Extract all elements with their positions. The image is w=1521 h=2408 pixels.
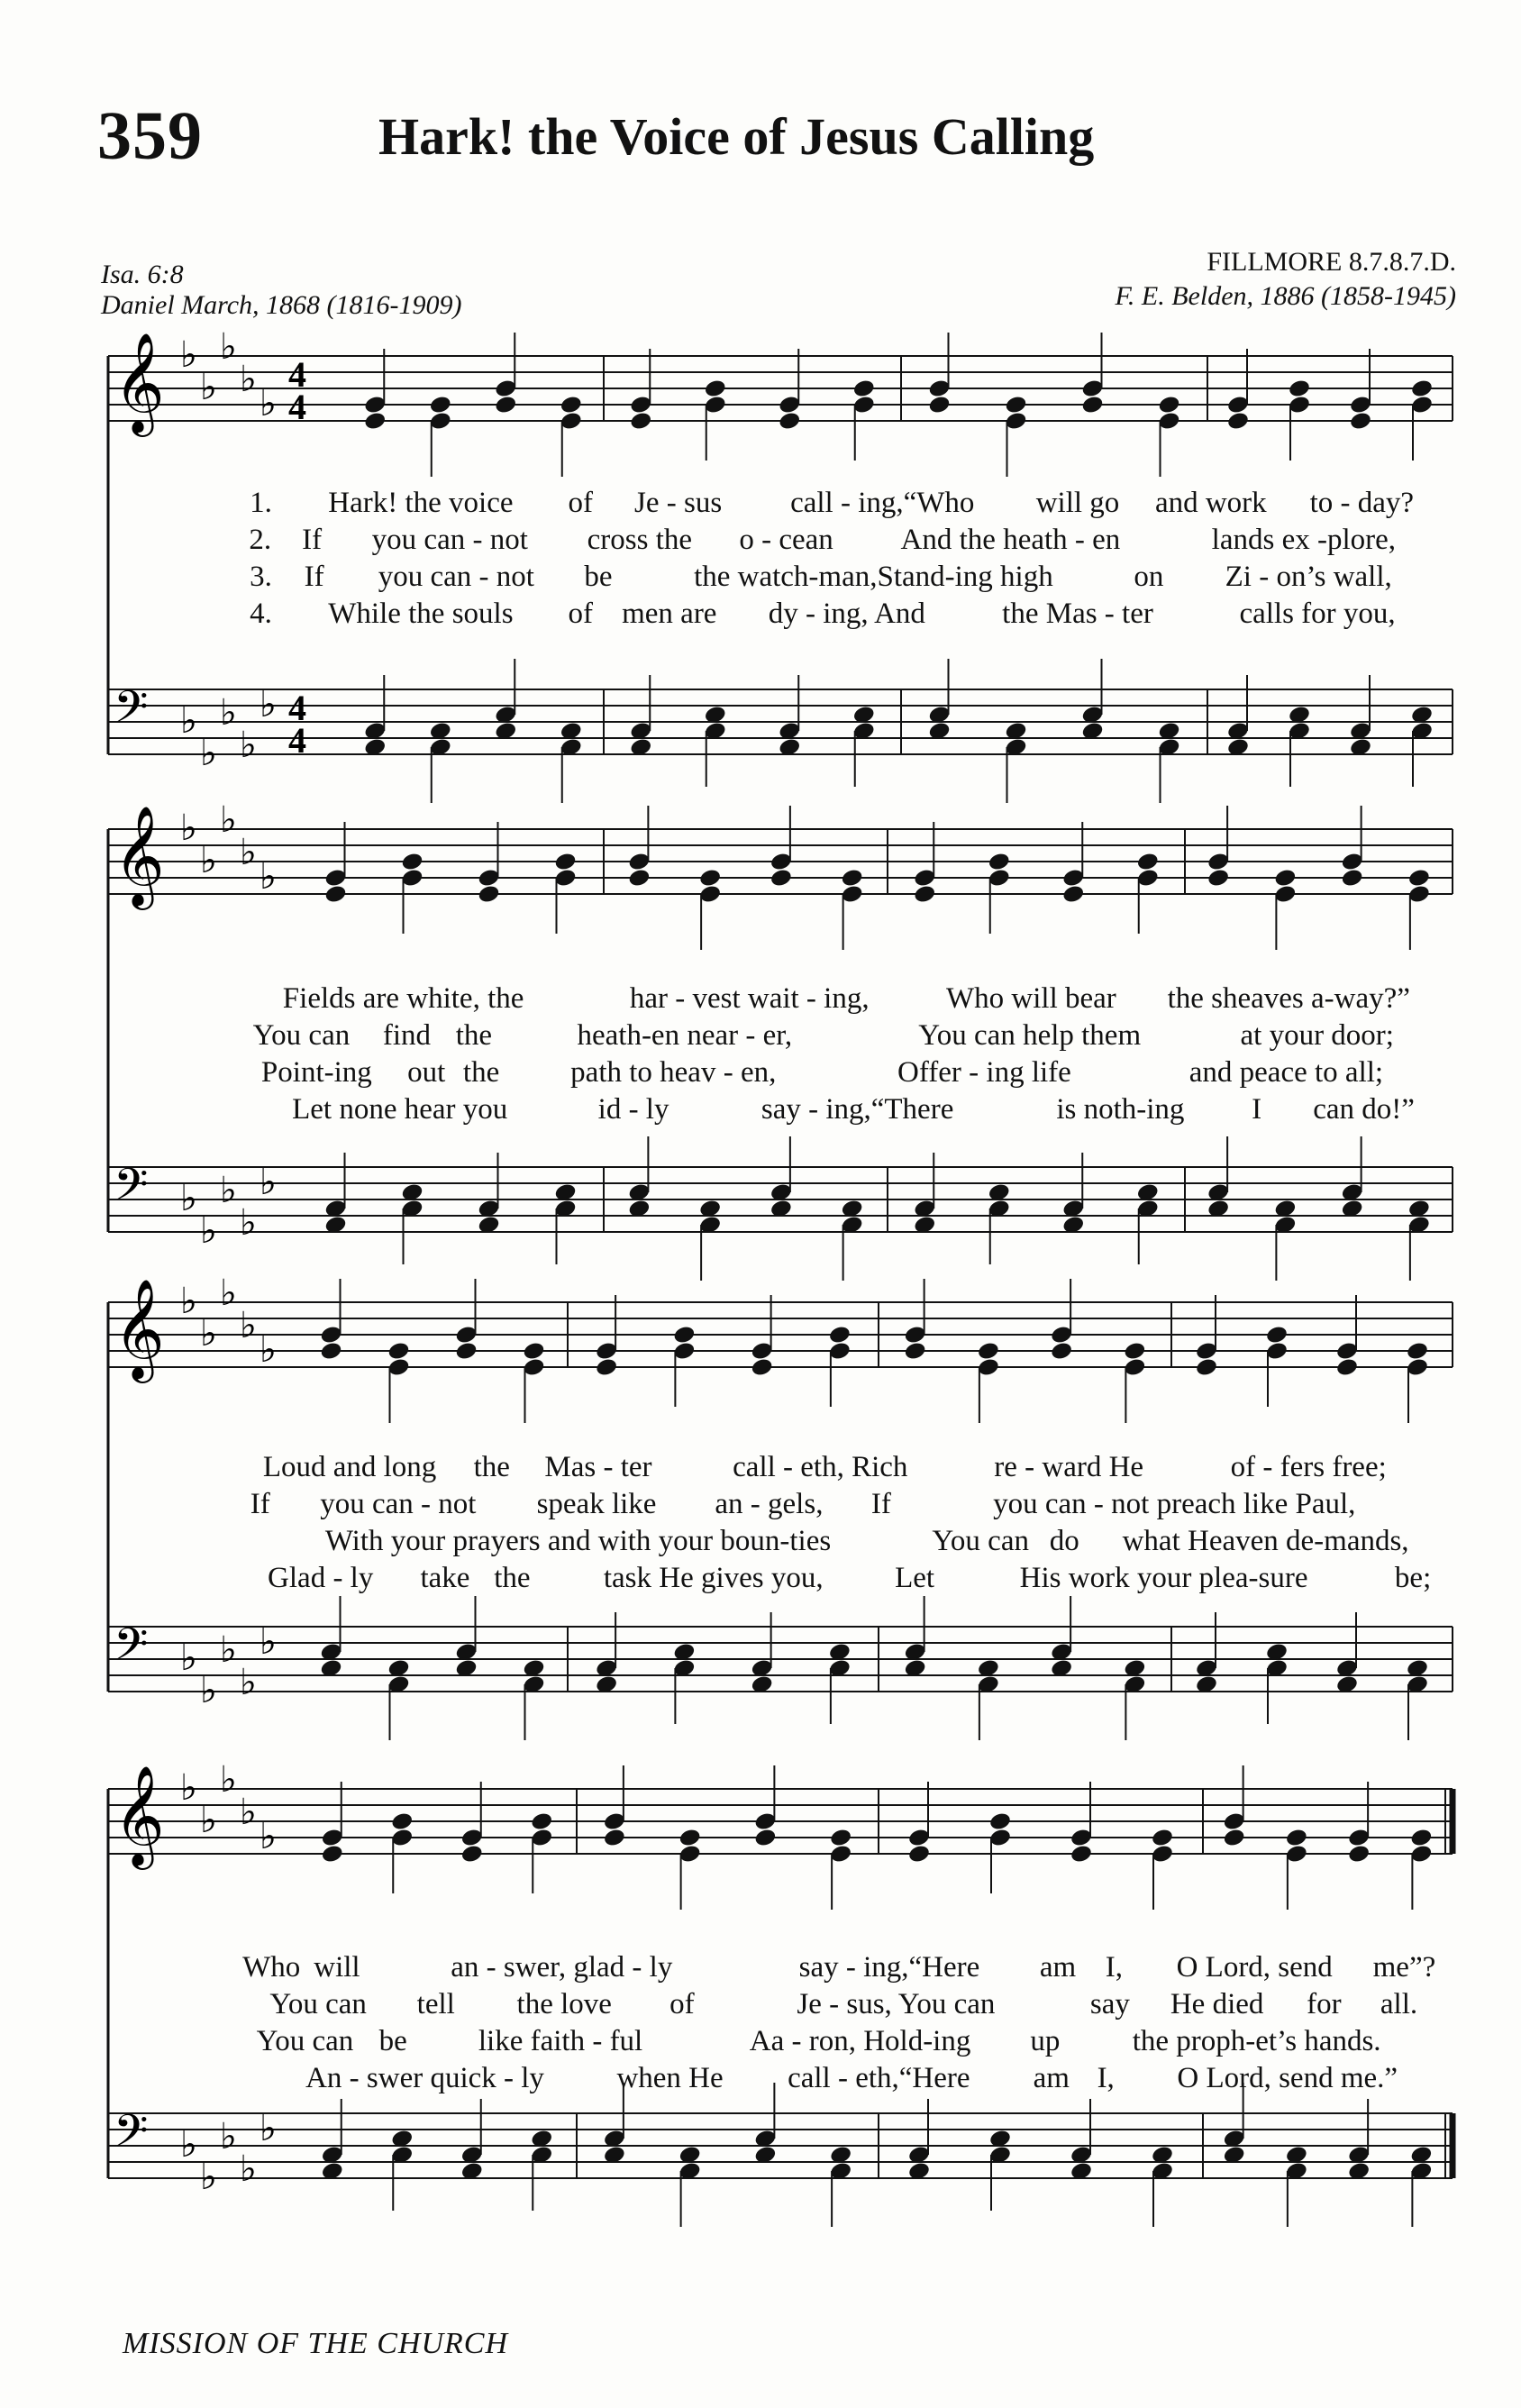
verse-number: 1.: [250, 487, 272, 519]
flat-sign: ♭: [200, 2157, 217, 2198]
note-head: [1061, 884, 1085, 905]
flat-sign: ♭: [260, 1621, 277, 1663]
note-head: [323, 884, 347, 905]
lyric-syllable: all.: [1380, 1988, 1418, 2020]
lyric-syllable: O Lord, send: [1176, 1951, 1333, 1984]
flat-sign: ♭: [220, 692, 237, 734]
lyric-line: [0, 1488, 1521, 1524]
lyric-line: [0, 1019, 1521, 1055]
lyric-syllable: can do!”: [1313, 1093, 1415, 1126]
lyric-syllable: the watch-man,Stand-ing high: [694, 561, 1053, 593]
flat-sign: ♭: [180, 807, 197, 849]
note-head: [1410, 379, 1434, 399]
lyric-syllable: you can - not: [371, 524, 528, 556]
flat-sign: ♭: [200, 1313, 217, 1354]
lyric-syllable: be: [378, 2025, 407, 2057]
flat-sign: ♭: [240, 832, 257, 873]
treble-clef: 𝄞: [114, 1765, 165, 1865]
lyric-syllable: tell: [416, 1988, 455, 2020]
note-head: [753, 1828, 777, 1848]
lyric-syllable: I,: [1097, 2062, 1115, 2094]
text-author: Daniel March, 1868 (1816-1909): [101, 290, 462, 320]
time-signature: 4: [288, 354, 306, 395]
lyric-syllable: You can: [932, 1525, 1029, 1557]
note-head: [679, 1828, 702, 1848]
lyric-syllable: will go: [1035, 487, 1120, 519]
note-head: [319, 1341, 342, 1362]
note-head: [1349, 411, 1372, 432]
lyric-syllable: You can help them: [918, 1019, 1142, 1052]
lyric-syllable: and peace to all;: [1189, 1056, 1384, 1089]
verse-number: 4.: [250, 597, 272, 630]
note-head: [751, 1357, 774, 1378]
note-head: [1004, 395, 1027, 415]
lyric-syllable: is noth-ing: [1056, 1093, 1185, 1126]
lyric-syllable: If: [304, 561, 324, 593]
note-head: [841, 868, 864, 889]
lyric-syllable: Offer - ing life: [897, 1056, 1071, 1089]
lyric-syllable: lands ex -plore,: [1211, 524, 1397, 556]
note-head: [1273, 868, 1297, 889]
lyric-syllable: O Lord, send me.”: [1177, 2062, 1398, 2094]
note-head: [390, 1811, 414, 1832]
lyric-syllable: And the heath - en: [900, 524, 1121, 556]
treble-clef: 𝄞: [114, 332, 165, 433]
lyric-syllable: o - cean: [739, 524, 833, 556]
note-head: [828, 1325, 852, 1345]
note-head: [698, 868, 722, 889]
lyric-syllable: Glad - ly: [268, 1562, 374, 1594]
verse-number: 2.: [249, 524, 272, 556]
flat-sign: ♭: [240, 2148, 257, 2190]
lyric-syllable: Mas - ter: [544, 1451, 652, 1483]
note-head: [522, 1341, 545, 1362]
lyric-syllable: task He gives you,: [603, 1562, 824, 1594]
flat-sign: ♭: [180, 1178, 197, 1219]
note-head: [477, 884, 500, 905]
note-head: [1409, 1828, 1433, 1848]
lyric-syllable: am: [1039, 1951, 1077, 1984]
flat-sign: ♭: [240, 359, 257, 400]
lyric-syllable: be: [584, 561, 613, 593]
flat-sign: ♭: [220, 1170, 237, 1211]
note-head: [627, 868, 651, 889]
flat-sign: ♭: [220, 799, 237, 841]
lyric-syllable: when He: [616, 2062, 724, 2094]
lyric-syllable: do: [1049, 1525, 1079, 1557]
lyric-syllable: He died: [1170, 1988, 1264, 2020]
lyric-syllable: call - eth,“Here: [788, 2062, 970, 2094]
lyric-syllable: With your prayers and with your boun-ties: [324, 1525, 832, 1557]
flat-sign: ♭: [260, 1329, 277, 1371]
note-head: [988, 1811, 1012, 1832]
lyric-syllable: I: [1252, 1093, 1262, 1126]
lyric-line: [0, 2062, 1521, 2098]
lyric-syllable: for: [1307, 1988, 1342, 2020]
note-head: [778, 411, 801, 432]
flat-sign: ♭: [200, 733, 217, 774]
note-head: [927, 395, 951, 415]
lyric-syllable: the: [462, 1056, 500, 1089]
lyric-syllable: id - ly: [597, 1093, 669, 1126]
lyric-line: [0, 524, 1521, 560]
lyric-syllable: you can - not: [378, 561, 534, 593]
hymn-title: Hark! the Voice of Jesus Calling: [378, 107, 1095, 166]
lyric-syllable: Let: [895, 1562, 935, 1594]
lyric-line: [0, 597, 1521, 634]
flat-sign: ♭: [180, 1281, 197, 1322]
note-head: [913, 884, 936, 905]
lyric-syllable: call - ing,“Who: [790, 487, 975, 519]
lyric-syllable: of: [568, 597, 593, 630]
note-head: [770, 868, 793, 889]
lyric-syllable: the love: [516, 1988, 612, 2020]
note-head: [629, 411, 652, 432]
lyric-syllable: the Mas - ter: [1002, 597, 1153, 630]
flat-sign: ♭: [200, 1670, 217, 1711]
lyric-syllable: Point-ing: [260, 1056, 372, 1089]
lyric-syllable: say: [1089, 1988, 1130, 2020]
lyric-syllable: You can: [252, 1019, 351, 1052]
flat-sign: ♭: [180, 2124, 197, 2166]
flat-sign: ♭: [260, 1162, 277, 1203]
note-head: [429, 395, 452, 415]
lyric-line: [0, 1056, 1521, 1092]
note-head: [400, 852, 424, 872]
bass-clef: 𝄢: [114, 681, 149, 744]
note-head: [363, 411, 387, 432]
note-head: [852, 379, 876, 399]
treble-clef: 𝄞: [114, 805, 165, 906]
note-head: [1406, 1341, 1429, 1362]
lyric-syllable: to - day?: [1309, 487, 1415, 519]
note-head: [460, 1844, 484, 1865]
lyric-syllable: of: [568, 487, 593, 519]
note-head: [1050, 1341, 1073, 1362]
lyric-line: [0, 1562, 1521, 1598]
note-head: [1226, 411, 1250, 432]
note-head: [1123, 1341, 1146, 1362]
lyric-syllable: re - ward He: [994, 1451, 1144, 1483]
lyric-syllable: speak like: [536, 1488, 657, 1520]
flat-sign: ♭: [260, 1816, 277, 1857]
time-signature: 4: [288, 688, 306, 728]
note-head: [1341, 868, 1364, 889]
flat-sign: ♭: [220, 2116, 237, 2157]
lyric-syllable: me”?: [1372, 1951, 1436, 1984]
lyric-line: [0, 982, 1521, 1018]
lyric-syllable: calls for you,: [1239, 597, 1396, 630]
note-head: [907, 1844, 931, 1865]
lyric-line: [0, 1525, 1521, 1561]
lyric-syllable: Je - sus, You can: [797, 1988, 996, 2020]
flat-sign: ♭: [240, 1202, 257, 1244]
tune-composer: F. E. Belden, 1886 (1858-1945): [1115, 281, 1456, 311]
flat-sign: ♭: [240, 1792, 257, 1833]
lyric-syllable: say - ing,“There: [760, 1093, 954, 1126]
lyric-syllable: the: [494, 1562, 531, 1594]
lyric-syllable: If: [302, 524, 323, 556]
note-head: [494, 395, 517, 415]
lyric-syllable: Fields are white, the: [282, 982, 524, 1015]
note-head: [1136, 852, 1160, 872]
note-head: [530, 1811, 553, 1832]
lyric-syllable: what Heaven de-mands,: [1122, 1525, 1409, 1557]
lyric-syllable: on: [1134, 561, 1164, 593]
lyric-syllable: You can: [256, 2025, 354, 2057]
flat-sign: ♭: [200, 1800, 217, 1841]
lyric-syllable: har - vest wait - ing,: [629, 982, 870, 1015]
lyric-syllable: call - eth, Rich: [733, 1451, 908, 1483]
note-head: [603, 1828, 626, 1848]
lyric-line: [0, 2025, 1521, 2061]
lyric-syllable: am: [1033, 2062, 1070, 2094]
scripture-reference: Isa. 6:8: [101, 260, 184, 289]
section-footer: MISSION OF THE CHURCH: [123, 2327, 509, 2360]
note-head: [672, 1325, 696, 1345]
lyric-syllable: like faith - ful: [478, 2025, 643, 2057]
lyric-syllable: Let none hear you: [292, 1093, 508, 1126]
note-head: [454, 1341, 478, 1362]
lyric-syllable: dy - ing, And: [768, 597, 925, 630]
lyric-syllable: the: [455, 1019, 493, 1052]
lyric-syllable: men are: [622, 597, 717, 630]
note-head: [321, 1844, 344, 1865]
flat-sign: ♭: [200, 1210, 217, 1252]
note-head: [1151, 1828, 1174, 1848]
note-head: [1288, 379, 1311, 399]
flat-sign: ♭: [260, 2108, 277, 2149]
lyric-syllable: heath-en near - er,: [577, 1019, 793, 1052]
note-head: [553, 852, 577, 872]
lyric-syllable: at your door;: [1240, 1019, 1394, 1052]
flat-sign: ♭: [200, 840, 217, 881]
lyric-syllable: path to heav - en,: [570, 1056, 777, 1089]
lyric-syllable: If: [250, 1488, 270, 1520]
note-head: [904, 1341, 927, 1362]
lyric-line: [0, 561, 1521, 597]
note-head: [1195, 1357, 1218, 1378]
lyric-syllable: An - swer quick - ly: [305, 2062, 544, 2094]
flat-sign: ♭: [220, 1629, 237, 1671]
note-head: [1080, 395, 1104, 415]
lyric-syllable: up: [1030, 2025, 1061, 2057]
lyric-syllable: cross the: [587, 524, 693, 556]
flat-sign: ♭: [180, 1767, 197, 1809]
lyric-syllable: Je - sus: [634, 487, 723, 519]
bass-clef: 𝄢: [114, 1619, 149, 1682]
flat-sign: ♭: [180, 700, 197, 742]
lyric-syllable: Zi - on’s wall,: [1225, 561, 1392, 593]
hymn-number: 359: [97, 98, 203, 174]
flat-sign: ♭: [180, 334, 197, 376]
note-head: [1070, 1844, 1093, 1865]
flat-sign: ♭: [240, 725, 257, 766]
lyric-syllable: you can - not preach like Paul,: [993, 1488, 1356, 1520]
treble-clef: 𝄞: [114, 1278, 165, 1379]
flat-sign: ♭: [220, 1272, 237, 1314]
lyric-syllable: and work: [1154, 487, 1267, 519]
lyric-syllable: take: [420, 1562, 470, 1594]
note-head: [1335, 1357, 1359, 1378]
lyric-syllable: While the souls: [328, 597, 514, 630]
flat-sign: ♭: [180, 1637, 197, 1679]
tune-name: FILLMORE 8.7.8.7.D.: [1207, 247, 1456, 277]
verse-number: 3.: [250, 561, 272, 593]
lyric-syllable: be;: [1394, 1562, 1432, 1594]
note-head: [1157, 395, 1180, 415]
lyric-line: [0, 487, 1521, 523]
lyric-syllable: the sheaves a-way?”: [1167, 982, 1410, 1015]
lyric-syllable: you can - not: [320, 1488, 477, 1520]
lyric-syllable: an - gels,: [715, 1488, 824, 1520]
note-head: [1347, 1844, 1371, 1865]
lyric-syllable: Who: [242, 1951, 301, 1984]
lyric-syllable: of: [669, 1988, 695, 2020]
note-head: [560, 395, 583, 415]
lyric-syllable: Aa - ron, Hold-ing: [749, 2025, 971, 2057]
note-head: [704, 379, 727, 399]
lyric-syllable: I,: [1105, 1951, 1123, 1984]
note-head: [988, 852, 1011, 872]
flat-sign: ♭: [220, 1759, 237, 1801]
note-head: [1207, 868, 1230, 889]
time-signature: 4: [288, 720, 306, 761]
lyric-line: [0, 1988, 1521, 2024]
lyric-syllable: the proph-et’s hands.: [1132, 2025, 1381, 2057]
lyric-syllable: the: [473, 1451, 510, 1483]
lyric-syllable: Who will bear: [946, 982, 1116, 1015]
lyric-line: [0, 1093, 1521, 1129]
note-head: [1285, 1828, 1308, 1848]
lyric-syllable: Hark! the voice: [328, 487, 514, 519]
note-head: [387, 1341, 410, 1362]
lyric-syllable: of - fers free;: [1230, 1451, 1387, 1483]
note-head: [829, 1828, 852, 1848]
flat-sign: ♭: [220, 326, 237, 368]
flat-sign: ♭: [200, 367, 217, 408]
flat-sign: ♭: [260, 684, 277, 725]
lyric-syllable: will: [314, 1951, 360, 1984]
lyric-syllable: out: [407, 1056, 446, 1089]
bass-clef: 𝄢: [114, 2105, 149, 2168]
flat-sign: ♭: [240, 1662, 257, 1703]
lyric-syllable: If: [870, 1488, 891, 1520]
time-signature: 4: [288, 387, 306, 427]
flat-sign: ♭: [260, 856, 277, 898]
note-head: [977, 1341, 1000, 1362]
lyric-syllable: His work your plea-sure: [1019, 1562, 1308, 1594]
note-head: [595, 1357, 618, 1378]
flat-sign: ♭: [240, 1305, 257, 1346]
note-head: [1265, 1325, 1289, 1345]
lyric-line: [0, 1451, 1521, 1487]
bass-clef: 𝄢: [114, 1159, 149, 1222]
flat-sign: ♭: [260, 383, 277, 424]
lyric-line: [0, 1951, 1521, 1987]
lyric-syllable: an - swer, glad - ly: [451, 1951, 673, 1984]
note-head: [1407, 868, 1431, 889]
lyric-syllable: say - ing,“Here: [798, 1951, 980, 1984]
lyric-syllable: find: [382, 1019, 432, 1052]
lyric-syllable: You can: [269, 1988, 367, 2020]
lyric-syllable: Loud and long: [262, 1451, 437, 1483]
note-head: [1223, 1828, 1246, 1848]
